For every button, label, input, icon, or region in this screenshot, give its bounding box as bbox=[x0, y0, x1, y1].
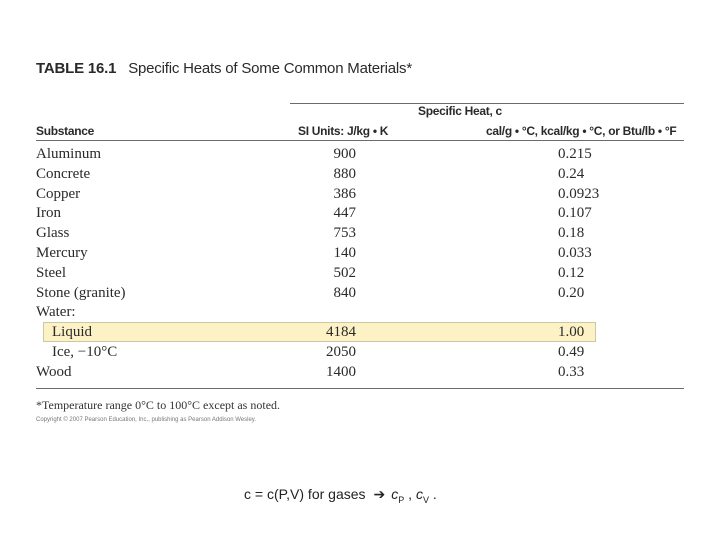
si-value-cell: 140 bbox=[333, 244, 356, 261]
copyright-notice: Copyright © 2007 Pearson Education, Inc., publishing as Pearson Addison Wesley. bbox=[36, 417, 256, 423]
table-row bbox=[0, 145, 720, 165]
formula-cv-symbol: c bbox=[415, 486, 423, 502]
substance-cell: Liquid bbox=[52, 324, 92, 341]
formula-cp-subscript: P bbox=[398, 494, 405, 505]
cal-value-cell: 1.00 bbox=[558, 324, 585, 341]
table-row bbox=[0, 284, 720, 304]
substance-cell: Stone (granite) bbox=[36, 284, 126, 301]
column-header-cal-units: cal/g • °C, kcal/kg • °C, or Btu/lb • °F bbox=[486, 124, 677, 138]
si-value-cell: 502 bbox=[333, 264, 356, 281]
formula-end: . bbox=[428, 486, 437, 502]
cal-value-cell: 0.49 bbox=[558, 343, 585, 360]
table-row bbox=[0, 363, 720, 383]
group-header: Specific Heat, c bbox=[418, 104, 502, 118]
table-row bbox=[0, 204, 720, 224]
cal-value-cell: 0.033 bbox=[558, 244, 592, 261]
si-value-cell: 1400 bbox=[326, 363, 356, 380]
table-row bbox=[0, 303, 720, 323]
table-name: Specific Heats of Some Common Materials* bbox=[128, 60, 412, 77]
cal-value-cell: 0.107 bbox=[558, 205, 592, 222]
substance-cell: Water: bbox=[36, 304, 76, 321]
substance-cell: Ice, −10°C bbox=[52, 343, 118, 360]
cal-value-cell: 0.0923 bbox=[558, 185, 600, 202]
table-footnote: *Temperature range 0°C to 100°C except as noted. bbox=[36, 398, 281, 412]
cal-value-cell: 0.215 bbox=[558, 146, 592, 162]
column-header-si-units: SI Units: J/kg • K bbox=[298, 124, 389, 138]
substance-cell: Steel bbox=[36, 264, 66, 281]
si-value-cell: 386 bbox=[333, 185, 356, 202]
substance-cell: Concrete bbox=[36, 165, 91, 182]
cal-value-cell: 0.18 bbox=[558, 225, 585, 242]
table-row bbox=[0, 185, 720, 205]
cal-value-cell: 0.33 bbox=[558, 363, 585, 380]
substance-cell: Copper bbox=[36, 185, 81, 202]
si-value-cell: 2050 bbox=[326, 343, 356, 360]
substance-cell: Wood bbox=[36, 363, 72, 380]
formula-separator: , bbox=[404, 486, 416, 502]
cal-value-cell: 0.12 bbox=[558, 264, 585, 281]
gas-specific-heat-formula bbox=[244, 486, 437, 505]
formula-lhs: c = c(P,V) for gases bbox=[244, 486, 366, 502]
cal-value-cell: 0.20 bbox=[558, 284, 585, 301]
table-row bbox=[0, 264, 720, 284]
substance-cell: Mercury bbox=[36, 244, 88, 261]
si-value-cell: 4184 bbox=[326, 324, 356, 341]
table-row bbox=[0, 165, 720, 185]
substance-cell: Glass bbox=[36, 225, 70, 242]
arrow-right-icon: ➔ bbox=[373, 486, 386, 502]
table-row bbox=[0, 343, 720, 363]
table-row-highlighted bbox=[0, 323, 720, 343]
si-value-cell: 900 bbox=[333, 146, 356, 162]
header-rule bbox=[36, 140, 684, 141]
table-number: TABLE 16.1 bbox=[36, 60, 117, 77]
formula-cp-symbol: c bbox=[391, 486, 399, 502]
substance-cell: Iron bbox=[36, 205, 61, 222]
table-row bbox=[0, 224, 720, 244]
si-value-cell: 447 bbox=[333, 205, 356, 222]
table-body bbox=[0, 145, 720, 383]
si-value-cell: 880 bbox=[333, 165, 356, 182]
cal-value-cell: 0.24 bbox=[558, 165, 585, 182]
si-value-cell: 840 bbox=[333, 284, 356, 301]
table-title bbox=[36, 60, 412, 77]
table-bottom-rule bbox=[36, 388, 684, 389]
substance-cell: Aluminum bbox=[36, 146, 102, 162]
column-header-substance: Substance bbox=[36, 124, 94, 138]
formula-cv-subscript: V bbox=[422, 494, 429, 505]
si-value-cell: 753 bbox=[333, 225, 356, 242]
table-row bbox=[0, 244, 720, 264]
